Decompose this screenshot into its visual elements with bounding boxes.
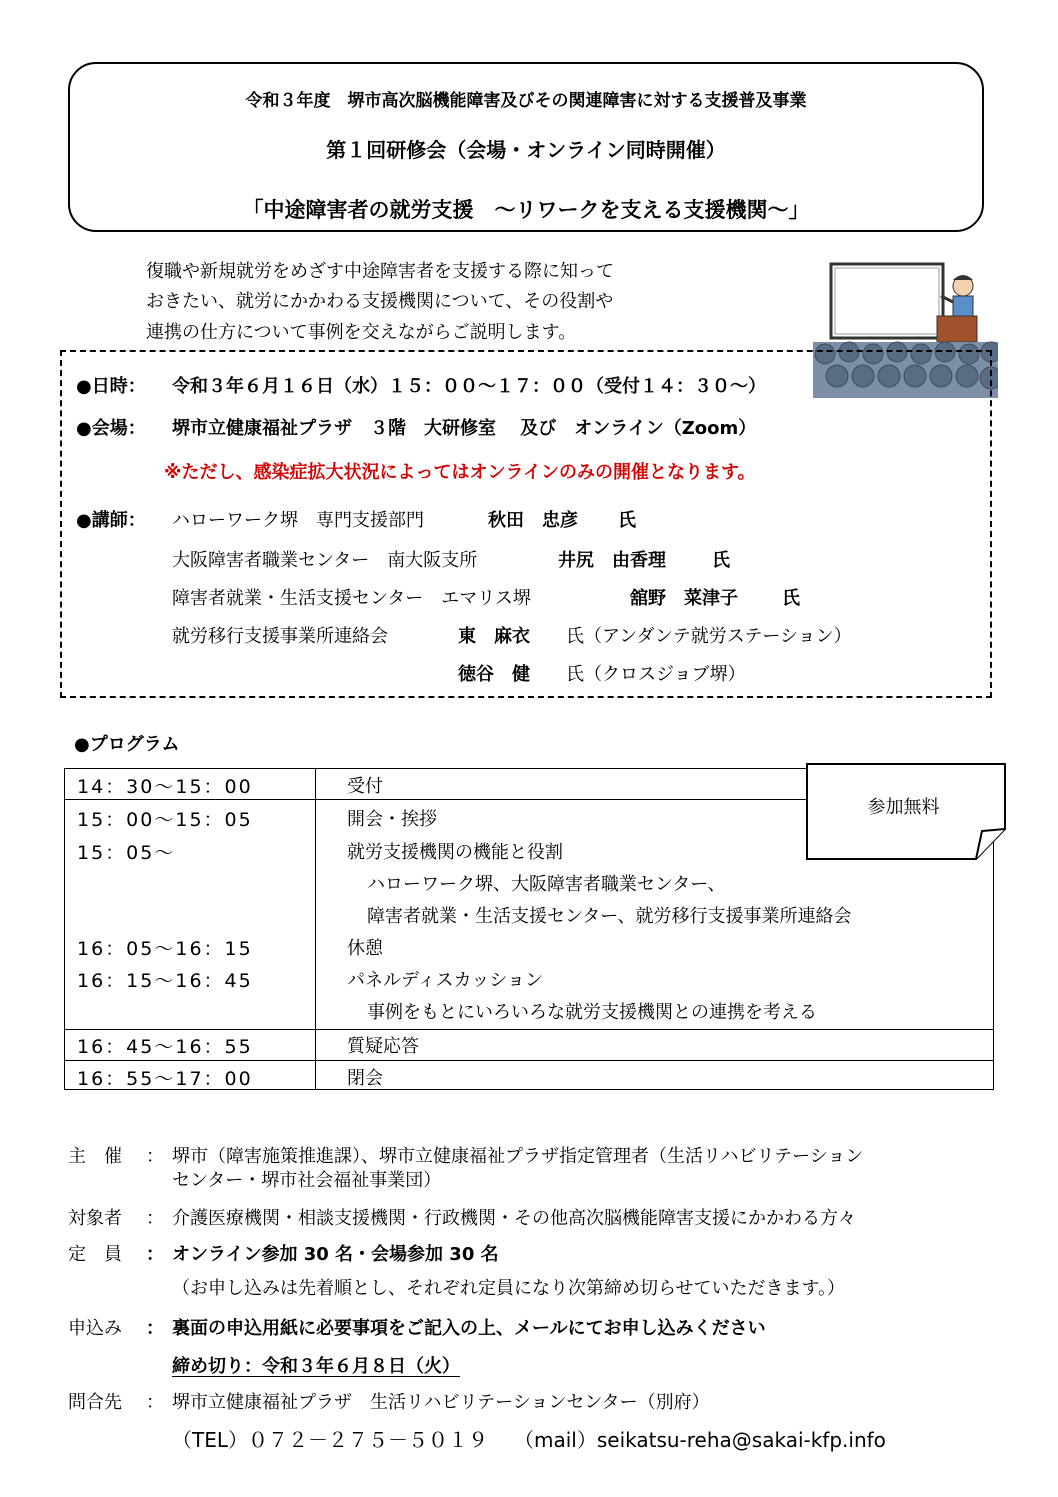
target-label: 対象者 [68, 1208, 122, 1229]
program-title: ●プログラム [74, 734, 180, 755]
lecturer-org: 障害者就業・生活支援センター エマリス堺 [172, 588, 531, 609]
lecturer-org: 大阪障害者職業センター 南大阪支所 [172, 550, 478, 571]
header-box [68, 62, 984, 232]
capacity-label: 定 員 [68, 1244, 122, 1265]
free-badge [806, 763, 1006, 860]
lecturer-suffix: 氏（アンダンテ就労ステーション） [566, 626, 852, 647]
row-time: 14：30～15：00 [77, 776, 253, 798]
apply-label: 申込み [68, 1318, 122, 1339]
row-time: 16：05～16：15 [77, 938, 253, 960]
row-activity: 就労支援機関の機能と役割 [347, 842, 563, 863]
row-time: 16：55～17：00 [77, 1068, 253, 1090]
row-activity: 障害者就業・生活支援センター、就労移行支援事業所連絡会 [367, 906, 852, 927]
lecturer-name: 東 麻衣 [458, 626, 530, 647]
host-colon: ： [146, 1146, 164, 1167]
row-time: 16：15～16：45 [77, 970, 253, 992]
online-notice: ※ただし、感染症拡大状況によってはオンラインのみの開催となります。 [164, 462, 756, 483]
lecturer-suffix: 氏 [618, 510, 636, 531]
row-activity: ハローワーク堺、大阪障害者職業センター、 [367, 874, 726, 895]
project-title: 令和３年度 堺市高次脳機能障害及びその関連障害に対する支援普及事業 [245, 91, 807, 111]
contact-colon: ： [146, 1392, 164, 1413]
lecturer-name: 舘野 菜津子 [630, 588, 738, 609]
intro-line-3: 連携の仕方について事例を交えながらご説明します。 [146, 322, 577, 343]
capacity-note: （お申し込みは先着順とし、それぞれ定員になり次第締め切らせていただきます。） [172, 1278, 846, 1299]
venue-label: ●会場： [76, 418, 146, 439]
deadline: 締め切り：令和３年６月８日（火） [172, 1356, 460, 1377]
row-activity: 事例をもとにいろいろな就労支援機関との連携を考える [367, 1002, 817, 1023]
row-time: 15：00～15：05 [77, 809, 253, 831]
datetime-value: 令和３年６月１６日（水）１５：００～１７：００（受付１４：３０～） [172, 376, 766, 397]
row-time: 15：05～ [77, 842, 176, 864]
row-activity: 質疑応答 [347, 1036, 419, 1057]
seminar-title: 第１回研修会（会場・オンライン同時開催） [326, 138, 726, 162]
lecturer-name: 徳谷 健 [458, 664, 530, 685]
lecturer-suffix: 氏（クロスジョブ堺） [566, 664, 746, 685]
contact-mail: （mail）seikatsu-reha@sakai-kfp.info [514, 1428, 886, 1452]
row-separator [65, 1029, 993, 1030]
row-activity: 休憩 [347, 938, 383, 959]
intro-line-2: おきたい、就労にかかわる支援機関について、その役割や [146, 291, 614, 312]
free-label: 参加無料 [867, 797, 940, 818]
apply-colon: ： [146, 1318, 164, 1339]
row-separator [65, 1060, 993, 1061]
lecturer-suffix: 氏 [712, 550, 730, 571]
contact-label: 問合先 [68, 1392, 122, 1413]
apply-value: 裏面の申込用紙に必要事項をご記入の上、メールにてお申し込みください [172, 1318, 766, 1339]
host-value-cont: センター・堺市社会福祉事業団） [172, 1170, 442, 1191]
host-label: 主 催 [68, 1146, 122, 1167]
row-activity: 閉会 [347, 1068, 383, 1089]
contact-value: 堺市立健康福祉プラザ 生活リハビリテーションセンター（別府） [172, 1392, 710, 1413]
datetime-label: ●日時： [76, 376, 146, 397]
row-time: 16：45～16：55 [77, 1036, 253, 1058]
details-box [60, 350, 992, 698]
lecturer-org: 就労移行支援事業所連絡会 [172, 626, 388, 647]
capacity-value: オンライン参加 30 名・会場参加 30 名 [172, 1244, 499, 1265]
seminar-theme: 「中途障害者の就労支援 ～リワークを支える支援機関～」 [242, 198, 810, 222]
lecturer-org: ハローワーク堺 専門支援部門 [172, 510, 424, 531]
lecturer-name: 井尻 由香理 [558, 550, 666, 571]
capacity-colon: ： [146, 1244, 164, 1265]
target-colon: ： [146, 1208, 164, 1229]
lecturer-label: ●講師： [76, 510, 146, 531]
lecturer-suffix: 氏 [782, 588, 800, 609]
lecturer-name: 秋田 忠彦 [488, 510, 578, 531]
contact-tel: （TEL）０７２－２７５－５０１９ [172, 1428, 488, 1452]
row-activity: パネルディスカッション [347, 970, 544, 991]
target-value: 介護医療機関・相談支援機関・行政機関・その他高次脳機能障害支援にかかわる方々 [172, 1208, 856, 1229]
row-activity: 開会・挨拶 [347, 809, 437, 830]
host-value: 堺市（障害施策推進課）、堺市立健康福祉プラザ指定管理者（生活リハビリテーション [172, 1146, 864, 1167]
table-divider [315, 769, 316, 1089]
intro-line-1: 復職や新規就労をめざす中途障害者を支援する際に知って [146, 261, 614, 282]
row-activity: 受付 [347, 776, 383, 797]
venue-value: 堺市立健康福祉プラザ ３階 大研修室 及び オンライン（Zoom） [172, 418, 757, 439]
